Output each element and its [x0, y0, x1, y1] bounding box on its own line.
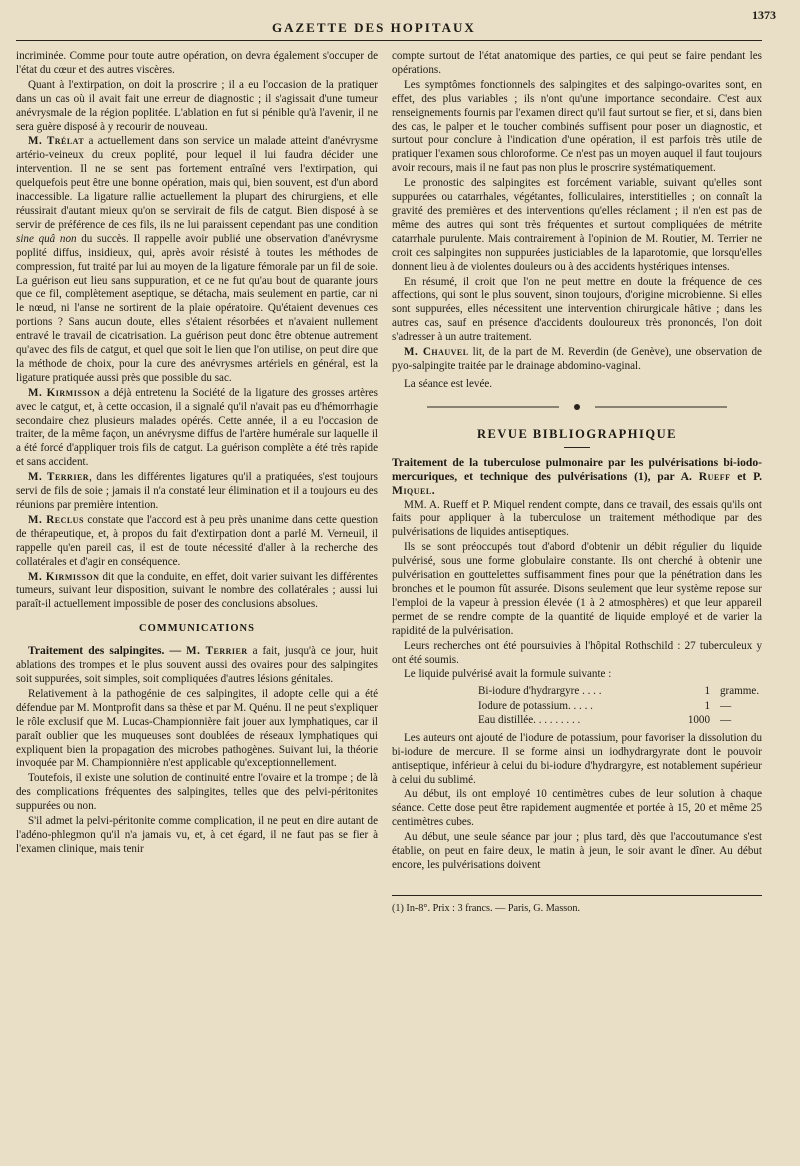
- formula-row: Bi-iodure d'hydrargyre . . . . 1 gramme.: [478, 685, 760, 698]
- formula-row: Iodure de potassium. . . . . 1 —: [478, 699, 732, 712]
- review-heading: REVUE BIBLIOGRAPHIQUE: [477, 426, 677, 441]
- page-number: 1373: [752, 8, 776, 22]
- ornamental-rule: [392, 402, 762, 416]
- review-article-title: Traitement de la tuberculose pulmonaire par les pulvérisations bi-iodo-mercuriques, et technique des pulvérisations (1), par A. Rueff et P. Miquel.: [392, 455, 762, 497]
- paragraph: M. Kirmisson a déjà entretenu la Société de la ligature des grosses artères avec le catgut, et, à cette occasion, il a signalé qu'il n'avait pas eu d'hémorrhagie secondaire chez plusieurs malades opérés. Cette année, il a eu l'occasion de traiter, de la même façon, un anévrysme diffus de l'artère humérale sur laquelle il a été forcé d'appliquer trois fils de catgut. La guérison complète a été très rapide et sans accident.: [16, 386, 378, 469]
- speaker-name: M. Terrier: [28, 471, 90, 484]
- speaker-name: M. Chauvel: [404, 346, 469, 359]
- right-column: [392, 50, 762, 1150]
- ornament-divider: [427, 403, 727, 411]
- speaker-name: M. Terrier: [186, 645, 248, 658]
- paragraph: Leurs recherches ont été poursuivies à l'hôpital Rothschild : 27 tuberculeux y ont été soumis.: [392, 639, 762, 666]
- paragraph: MM. A. Rueff et P. Miquel rendent compte, dans ce travail, des essais qu'ils ont faits pour appliquer à la tuberculose un traitement méthodique par des pulvérisations de liquides antiseptiques.: [392, 498, 762, 539]
- author-name: Rueff: [698, 469, 731, 483]
- paragraph: Relativement à la pathogénie de ces salpingites, il adopte celle qui a été défendue par M. Montprofit dans sa thèse et par M. Quénu. Il ne peut s'expliquer le rôle exclusif que M. Lucas-Championnière fait jouer aux lymphatiques, car il paraît oublier que les muqueuses sont doublées de réseaux lymphatiques qui expliquent bien la propagation des microbes pathogènes. Suivant lui, la théorie invoquée par M. Championnière n'est applicable qu'exceptionnellement.: [16, 687, 378, 770]
- formula-row: Eau distillée. . . . . . . . . 1000 —: [478, 714, 732, 727]
- paragraph: Au début, une seule séance par jour ; plus tard, dès que l'accoutumance s'est établie, on peut en faire deux, le matin à jeun, le soir avant le dîner. Au début encore, les pulvérisations doivent: [392, 831, 762, 871]
- paragraph: La séance est levée.: [404, 377, 493, 390]
- divider: [564, 447, 590, 448]
- paragraph: Toutefois, il existe une solution de continuité entre l'ovaire et la trompe ; de là des complications fréquentes des salpingites, telles que des pelvi-péritonites suppurées ou non.: [16, 772, 378, 813]
- section-heading: COMMUNICATIONS: [139, 623, 255, 635]
- paragraph: M. Trélat a actuellement dans son service un malade atteint d'anévrysme artério-veineux du creux poplité, pour lequel il lui faudra décider une intervention. Il ne se sent pas fortement entraîné vers l'extirpation, qui quelquefois peut être une bonne opération, mais qui, bien souvent, est d'un abord inaccessible. La ligature rallie actuellement la plupart des chirurgiens, et elle réussirait d'autant mieux qu'on se servirait de fils de catgut. Bien disposé à se servir de préférence de ces fils, ils ne lui paraissent cependant pas une condition sine quâ non du succès. Il rappelle avoir publié une observation d'anévrysme poplité diffus, insidieux, qui, après avoir résisté à toutes les méthodes de compression, fut traité par lui au moyen de la ligature fémorale par un fil de soie. La guérison eut lieu sans suppuration, et ce ne fut qu'au bout de quarante jours que ce fil, complètement aseptique, se détacha, mais seulement en partie, car ni le nœud, ni l'anse ne sortirent de la plaie opératoire. Qu'étaient devenues ces portions ? Sans aucun doute, elles s'étaient résorbées et n'avaient nullement entravé le travail de cicatrisation. La guérison peut donc être obtenue autrement qu'avec des fils de catgut, et quel que soit le lien que l'on utilise, on peut dire que la méthode de choix, pour la cure des anévrysmes artériels en général, est la ligature pratiquée aussi près que possible du sac.: [16, 135, 378, 384]
- speaker-name: M. Kirmisson: [28, 570, 100, 583]
- paragraph: S'il admet la pelvi-péritonite comme complication, il ne peut en dire autant de l'adéno-phlegmon qu'il n'a jamais vu, et, à cet égard, il ne faut pas se fier à l'examen clinique, mais tenir: [16, 815, 378, 855]
- formula-table: [392, 684, 762, 728]
- article-title: Traitement des salpingites. —: [28, 644, 187, 658]
- paragraph: Au début, ils ont employé 10 centimètres cubes de leur solution à chaque séance. Cette dose peut être rapidement augmentée et portée à 15, 20 et même 25 centimètres cubes.: [392, 788, 762, 829]
- paragraph: compte surtout de l'état anatomique des parties, ce qui peut se faire pendant les opérations.: [392, 50, 762, 76]
- author-name: Miquel: [392, 483, 432, 497]
- paragraph: Les symptômes fonctionnels des salpingites et des salpingo-ovarites sont, en effet, des plus variables ; ils n'ont qu'une importance secondaire. C'est aux renseignements fournis par l'examen direct qu'il faut surtout se fier, et si, dans bien des cas, le palper et le toucher combinés suffisent pour poser un diagnostic, et surtout pour conclure à l'indication d'une opération, il est parfois très utile de pratiquer l'examen sous chloroforme. Ce n'est pas un moyen auquel il faut toujours avoir recours, mais il ne faut pas non plus le proscrire systématiquement.: [392, 78, 762, 175]
- page-header: [0, 0, 800, 44]
- footnote: (1) In-8°. Prix : 3 francs. — Paris, G. Masson.: [392, 902, 580, 914]
- speaker-name: M. Reclus: [28, 513, 84, 526]
- paragraph: Le liquide pulvérisé avait la formule suivante :: [404, 668, 612, 681]
- paragraph: M. Kirmisson dit que la conduite, en effet, doit varier suivant les différentes tumeurs, suivant leur disposition, suivant le nombre des collatérales ; aussi lui paraît-il actuellement impossible de poser des conclusions absolues.: [16, 570, 378, 611]
- left-column: [16, 50, 378, 1150]
- paragraph: Ils se sont préoccupés tout d'abord d'obtenir un débit régulier du liquide pulvérisé, sous une forme globulaire constante. Ils ont cherché à obtenir une pulvérisation en gouttelettes suffisamment fines pour que la pénétration dans les bronches et le poumon fût assurée. Disons seulement que leur système repose sur l'emploi de la vapeur à pression élevée (1 à 2 atmosphères) et que leur appareil permet de se rendre compte de la quantité de liquide employé et de varier la rapidité de la pulvérisation.: [392, 541, 762, 637]
- paragraph: En résumé, il croit que l'on ne peut mettre en doute la fréquence de ces affections, qui sont le plus souvent, sinon toujours, d'origine microbienne. Si elles sont suppurées, elles nécessitent une intervention chirurgicale hâtive ; dans les autres cas, sauf en présence d'accidents douloureux très prononcés, l'on doit s'adresser à un autre traitement.: [392, 275, 762, 344]
- footnote-rule: [392, 895, 762, 896]
- speaker-name: M. Trélat: [28, 135, 85, 148]
- speaker-name: M. Kirmisson: [28, 386, 101, 399]
- paragraph: M. Chauvel lit, de la part de M. Reverdin (de Genève), une observation de pyo-salpingite traitée par le drainage abdomino-vaginal.: [392, 346, 762, 372]
- paragraph: Quant à l'extirpation, on doit la proscrire ; il a eu l'occasion de la pratiquer dans un cas où il avait fait une erreur de diagnostic ; il s'agissait d'une tumeur anévrysmale de la région poplitée. L'ablation en fut si pénible qu'à l'avenir, il ne sera guère disposé à y recourir de nouveau.: [16, 78, 378, 133]
- paragraph: incriminée. Comme pour toute autre opération, on devra également s'occuper de l'état du cœur et des autres viscères.: [16, 50, 378, 76]
- paragraph: Le pronostic des salpingites est forcément variable, suivant qu'elles sont suppurées ou catarrhales, végétantes, folliculaires, interstitielles ; on connaît la gravité des premières et des interventions qu'elles réclament ; il n'en est pas de même des autres qui sont très fréquentes et surtout compliquées de métrite catarrhale purulente. Mais contrairement à l'opinion de M. Routier, M. Terrier ne croit ces salpingites non suppurées justiciables de la laparotomie, que lorsqu'elles donnent lieu à de violentes douleurs ou à des accidents hystériques intenses.: [392, 177, 762, 273]
- paragraph: M. Reclus constate que l'accord est à peu près unanime dans cette question de thérapeutique, et, à propos du fait d'extirpation dont a parlé M. Verneuil, il rappelle qu'en pareil cas, il est de toute nécessité d'aller à la recherche des collatérales et d'agir en conséquence.: [16, 513, 378, 568]
- header-rule: [16, 40, 762, 41]
- paragraph: M. Terrier, dans les différentes ligatures qu'il a pratiquées, s'est toujours servi de fils de soie ; jamais il n'a constaté leur élimination et il a toujours eu des réunions par première intention.: [16, 471, 378, 511]
- running-head: GAZETTE DES HOPITAUX: [272, 20, 476, 35]
- paragraph: Traitement des salpingites. — M. Terrier a fait, jusqu'à ce jour, huit ablations des trompes et le plus souvent aussi des ovaires pour des salpingites soit suppurées, soit simples, soit compliquées d'autres lésions génitales.: [16, 644, 378, 685]
- paragraph: Les auteurs ont ajouté de l'iodure de potassium, pour favoriser la dissolution du bi-iodure de mercure. Il se forme ainsi un iodhydrargyrate dont le pouvoir antiseptique, inférieur à celui du bi-iodure d'hydrargyre, est notablement supérieur à celui du sublimé.: [392, 731, 762, 786]
